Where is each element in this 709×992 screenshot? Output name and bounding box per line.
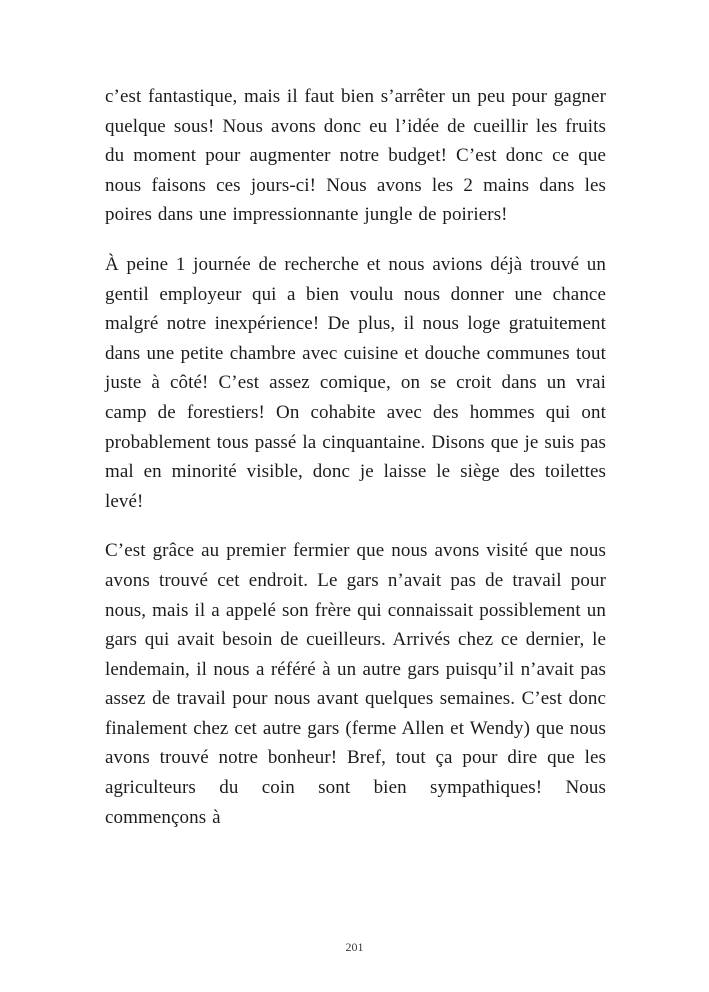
paragraph: C’est grâce au premier fermier que nous avons visité que nous avons trouvé cet endroit. Le gars n’avait pas de travail pour nous, mais il a appelé son frère qui connaissait possiblement un gars qui avait besoin de cueilleurs. Arrivés chez ce dernier, le lendemain, il nous a référé à un autre gars puisqu’il n’avait pas assez de travail pour nous avant quelques semaines. C’est donc finalement chez cet autre gars (ferme Allen et Wendy) que nous avons trouvé notre bonheur! Bref, tout ça pour dire que les agriculteurs du coin sont bien sympathiques! Nous commençons à xyxy=(105,540,606,828)
page-body-text xyxy=(105,82,606,832)
paragraph: c’est fantastique, mais il faut bien s’arrêter un peu pour gagner quelque sous! Nous avons donc eu l’idée de cueillir les fruits du moment pour augmenter notre budget! C’est donc ce que nous faisons ces jours-ci! Nous avons les 2 mains dans les poires dans une impressionnante jungle de poiriers! xyxy=(105,86,606,226)
paragraph: À peine 1 journée de recherche et nous avions déjà trouvé un gentil employeur qui a bien voulu nous donner une chance malgré notre inexpérience! De plus, il nous loge gratuitement dans une petite chambre avec cuisine et douche communes tout juste à côté! C’est assez comique, on se croit dans un vrai camp de forestiers! On cohabite avec des hommes qui ont probablement tous passé la cinquantaine. Disons que je suis pas mal en minorité visible, donc je laisse le siège des toilettes levé! xyxy=(105,253,606,512)
page-number: 201 xyxy=(345,940,364,954)
